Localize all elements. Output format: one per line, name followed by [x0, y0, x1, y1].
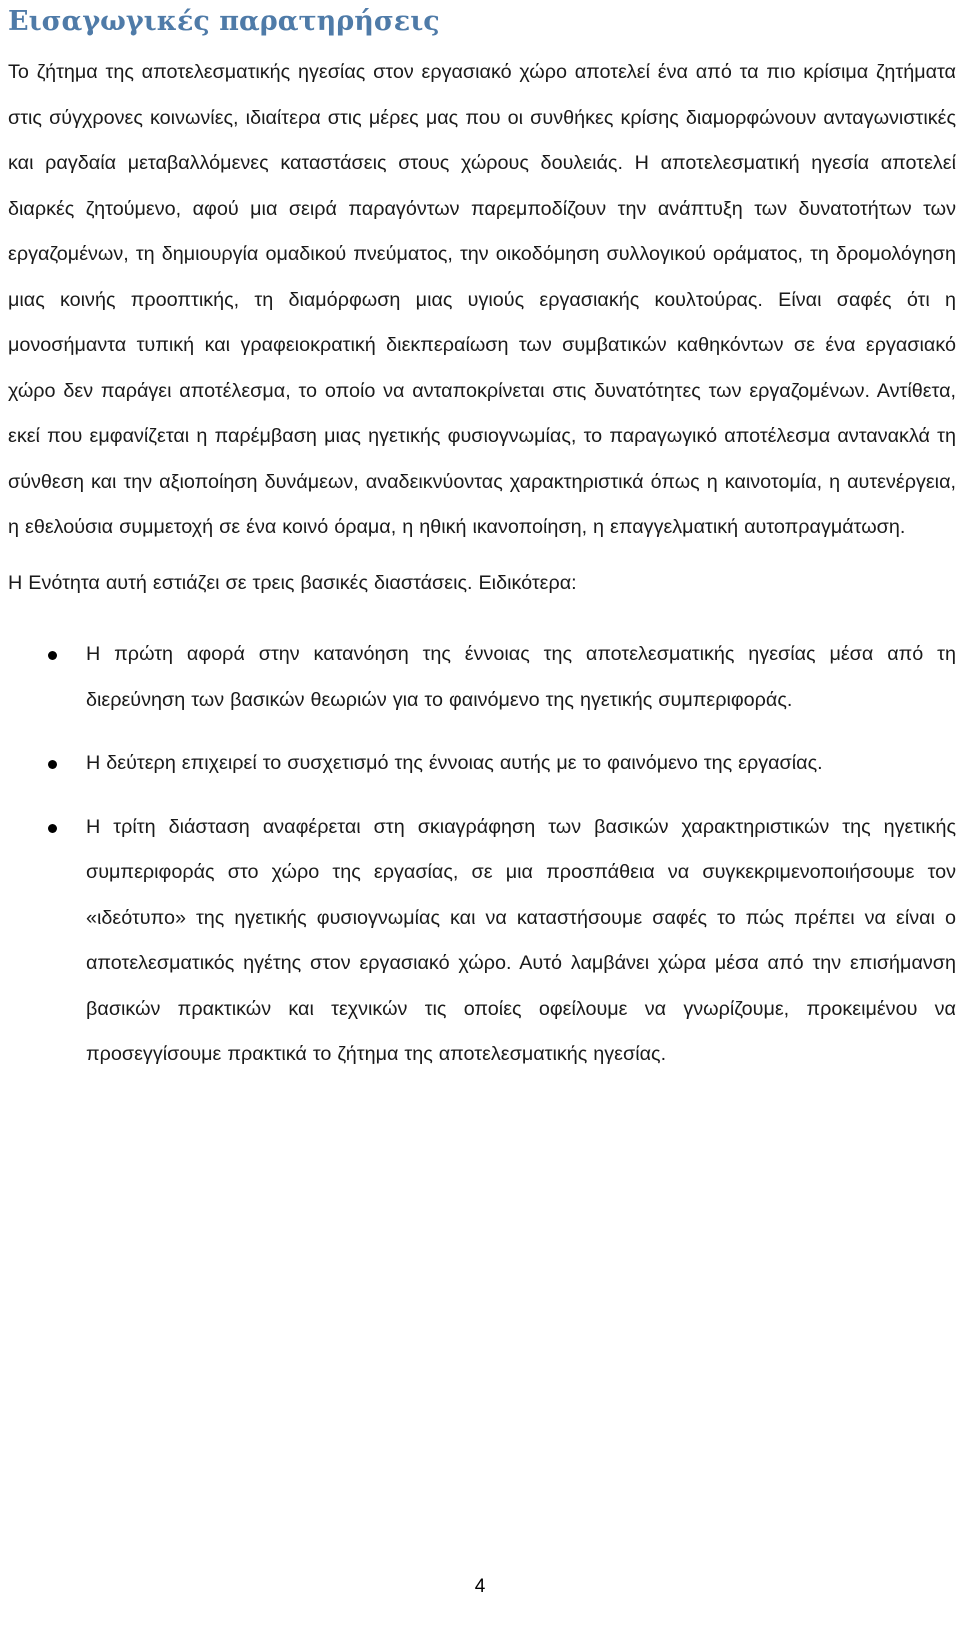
document-page [8, 0, 956, 1096]
bullet-dot-icon [48, 760, 57, 769]
page-number: 4 [474, 1576, 486, 1597]
bullet-item-2 [8, 741, 956, 787]
bullet-list [8, 632, 956, 1078]
section-heading: Εισαγωγικές παρατηρήσεις [8, 6, 440, 37]
bullet-item-3 [8, 805, 956, 1078]
bullet-text-1: Η πρώτη αφορά στην κατανόηση της έννοιας της αποτελεσματικής ηγεσίας μέσα από τη διερεύνηση των βασικών θεωριών για το φαινόμενο της ηγετικής συμπεριφοράς. [86, 643, 956, 711]
bullet-text-3: Η τρίτη διάσταση αναφέρεται στη σκιαγράφηση των βασικών χαρακτηριστικών της ηγετικής συμπεριφοράς στο χώρο της εργασίας, σε μια προσπάθεια να συγκεκριμενοποιήσουμε τον «ιδεότυπο» της ηγετικής φυσιογνωμίας και να καταστήσουμε σαφές το πώς πρέπει να είναι ο αποτελεσματικός ηγέτης στον εργασιακό χώρο. Αυτό λαμβάνει χώρα μέσα από την επισήμανση βασικών πρακτικών και τεχνικών τις οποίες οφείλουμε να γνωρίζουμε, προκειμένου να προσεγγίσουμε πρακτικά το ζήτημα της αποτελεσματικής ηγεσίας. [86, 815, 956, 1065]
bullet-item-1 [8, 632, 956, 723]
body-paragraph-1: Το ζήτημα της αποτελεσματικής ηγεσίας στον εργασιακό χώρο αποτελεί ένα από τα πιο κρίσιμα ζητήματα στις σύγχρονες κοινωνίες, ιδιαίτερα στις μέρες μας που οι συνθήκες κρίσης διαμορφώνουν ανταγωνιστικές και ραγδαία μεταβαλλόμενες καταστάσεις στους χώρους δουλειάς. Η αποτελεσματική ηγεσία αποτελεί διαρκές ζητούμενο, αφού μια σειρά παραγόντων παρεμποδίζουν την ανάπτυξη των δυνατοτήτων των εργαζομένων, τη δημιουργία ομαδικού πνεύματος, την οικοδόμηση συλλογικού οράματος, τη δρομολόγηση μιας κοινής προοπτικής, τη διαμόρφωση μιας υγιούς εργασιακής κουλτούρας. Είναι σαφές ότι η μονοσήμαντα τυπική και γραφειοκρατική διεκπεραίωση των συμβατικών καθηκόντων σε ένα εργασιακό χώρο δεν παράγει αποτέλεσμα, το οποίο να ανταποκρίνεται στις δυνατότητες των εργαζομένων. Αντίθετα, εκεί που εμφανίζεται η παρέμβαση μιας ηγετικής φυσιογνωμίας, το παραγωγικό αποτέλεσμα αντανακλά τη σύνθεση και την αξιοποίηση δυνάμεων, αναδεικνύοντας χαρακτηριστικά όπως η καινοτομία, η αυτενέργεια, η εθελούσια συμμετοχή σε ένα κοινό όραμα, η ηθική ικανοποίηση, η επαγγελματική αυτοπραγμάτωση. [8, 61, 956, 538]
bullet-dot-icon [48, 651, 57, 660]
bullet-text-2: Η δεύτερη επιχειρεί το συσχετισμό της έννοιας αυτής με το φαινόμενο της εργασίας. [86, 752, 823, 774]
body-paragraph-2: Η Ενότητα αυτή εστιάζει σε τρεις βασικές διαστάσεις. Ειδικότερα: [8, 571, 577, 594]
bullet-dot-icon [48, 824, 57, 833]
